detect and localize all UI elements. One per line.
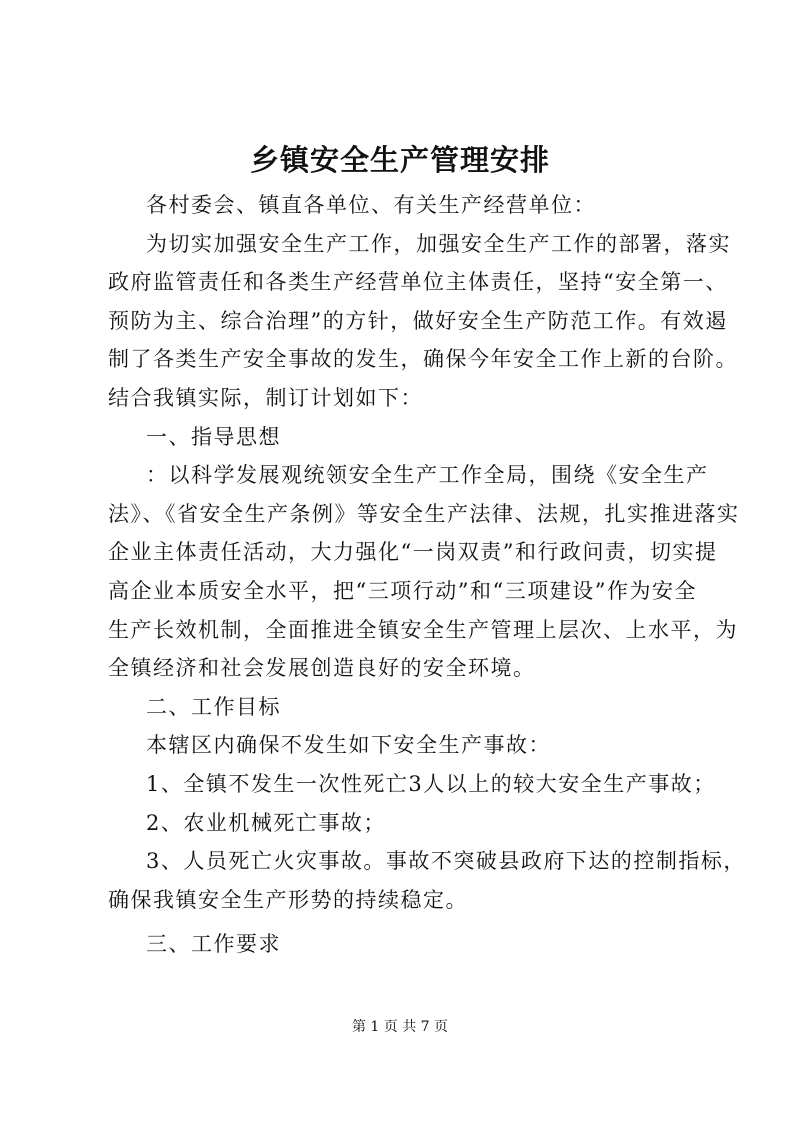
paragraph-line: 预防为主、综合治理”的方针，做好安全生产防范工作。有效遏 — [108, 308, 728, 333]
document-body — [108, 186, 746, 964]
document-title: 乡镇安全生产管理安排 — [249, 143, 550, 177]
list-item: 3、人员死亡火灾事故。事故不突破县政府下达的控制指标， — [146, 849, 746, 874]
paragraph-line: 确保我镇安全生产形势的持续稳定。 — [108, 887, 468, 912]
paragraph-line: 政府监管责任和各类生产经营单位主体责任，坚持“安全第一、 — [108, 270, 728, 295]
paragraph-line: 高企业本质安全水平，把“三项行动”和“三项建设”作为安全 — [108, 578, 697, 603]
page-footer: 第 1 页 共 7 页 — [351, 1019, 449, 1035]
paragraph-line: ：以科学发展观统领安全生产工作全局，围绕《安全生产 — [146, 463, 709, 488]
paragraph-line: 法》、《省安全生产条例》等安全生产法律、法规，扎实推进落实 — [108, 501, 740, 526]
section-heading-1: 一、指导思想 — [146, 424, 281, 449]
list-item: 1、全镇不发生一次性死亡3人以上的较大安全生产事故； — [146, 771, 716, 796]
paragraph-line: 生产长效机制，全面推进全镇安全生产管理上层次、上水平，为 — [108, 617, 738, 642]
paragraph-line: 本辖区内确保不发生如下安全生产事故： — [146, 733, 551, 758]
salutation-line: 各村委会、镇直各单位、有关生产经营单位： — [146, 193, 596, 217]
section-heading-2: 二、工作目标 — [146, 694, 281, 719]
paragraph-line: 结合我镇实际，制订计划如下： — [108, 385, 423, 410]
paragraph-line: 为切实加强安全生产工作，加强安全生产工作的部署，落实 — [146, 231, 731, 256]
section-heading-3: 三、工作要求 — [146, 932, 281, 957]
paragraph-line: 制了各类生产安全事故的发生，确保今年安全工作上新的台阶。 — [108, 347, 738, 372]
paragraph-line: 全镇经济和社会发展创造良好的安全环境。 — [108, 656, 536, 681]
paragraph-line: 企业主体责任活动，大力强化“一岗双责”和行政问责，切实提 — [108, 540, 718, 565]
list-item: 2、农业机械死亡事故； — [146, 810, 386, 835]
